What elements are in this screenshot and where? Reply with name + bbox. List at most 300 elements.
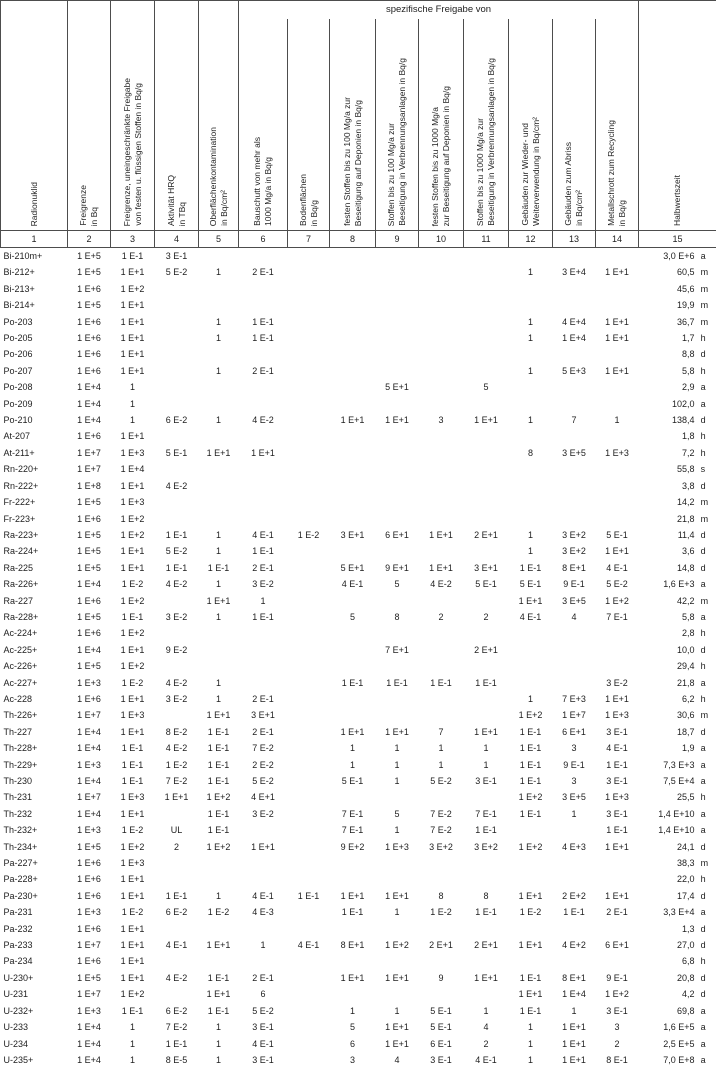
value-cell	[239, 822, 288, 838]
nuclide-row	[1, 757, 716, 773]
value-cell	[155, 396, 199, 412]
value-cell	[596, 248, 639, 265]
value-cell: 1 E+4	[77, 579, 101, 590]
halflife-cell	[639, 576, 716, 592]
halflife-value: 21,8	[677, 677, 695, 688]
halflife-value: 7,5 E+4	[663, 776, 695, 786]
value-cell: 1 E+1	[340, 890, 365, 901]
value-cell: 1 E-2	[207, 907, 230, 918]
value-cell: 1	[215, 890, 221, 901]
value-cell: 1 E+1	[605, 890, 629, 901]
value-cell: 4 E-2	[165, 972, 188, 983]
value-cell	[509, 297, 553, 313]
value-cell: 1	[129, 1054, 135, 1065]
value-cell: 1	[129, 398, 135, 409]
value-cell	[330, 379, 376, 395]
value-cell: 1 E+1	[120, 940, 145, 951]
nuclide-row	[1, 871, 716, 887]
value-cell: 1	[571, 1005, 577, 1016]
value-cell: 1	[215, 1038, 221, 1049]
nuclide-cell: Th-231	[3, 792, 33, 803]
value-cell: 4	[571, 611, 577, 622]
nuclide-cell: Pa-230+	[3, 890, 38, 901]
value-cell	[330, 396, 376, 412]
col-header-13	[553, 19, 596, 231]
value-cell: 7	[438, 726, 444, 737]
value-cell	[464, 346, 509, 362]
value-cell	[553, 379, 596, 395]
value-cell: 1 E+2	[518, 792, 543, 803]
value-cell	[288, 461, 330, 477]
value-cell: 3	[571, 743, 577, 754]
value-cell: 1	[215, 267, 221, 278]
spezifische-freigabe-span: spezifische Freigabe von	[239, 1, 639, 19]
halflife-unit: a	[700, 1005, 706, 1016]
value-cell	[330, 363, 376, 379]
nuclide-row	[1, 346, 716, 362]
value-cell: 1 E+1	[385, 726, 409, 737]
halflife-wrap	[639, 986, 716, 1002]
value-cell: 1 E+1	[120, 956, 145, 967]
value-cell	[330, 789, 376, 805]
nuclide-row	[1, 1036, 716, 1052]
value-cell: 1 E-1	[207, 743, 230, 754]
nuclide-row	[1, 937, 716, 953]
value-cell: 1 E-1	[563, 907, 585, 918]
value-cell: 1 E+1	[206, 710, 231, 721]
value-cell: 1 E+6	[77, 595, 101, 606]
value-cell	[288, 740, 330, 756]
nuclide-cell: Ra-223+	[3, 529, 39, 540]
value-cell: 6	[349, 1038, 355, 1049]
value-cell	[199, 396, 239, 412]
nuclide-row	[1, 1052, 716, 1068]
halflife-cell	[639, 642, 716, 658]
value-cell	[596, 379, 639, 395]
halflife-value: 4,2	[682, 989, 695, 1000]
value-cell	[553, 428, 596, 444]
value-cell	[288, 609, 330, 625]
col-header-line: in Bq/cm²	[218, 190, 229, 226]
value-cell	[553, 921, 596, 937]
value-cell: 1 E+3	[605, 447, 629, 458]
nuclide-cell: At-207	[3, 431, 31, 442]
value-cell: 1 E-1	[341, 907, 364, 918]
value-cell	[330, 543, 376, 559]
halflife-unit: a	[700, 251, 706, 261]
value-cell	[199, 478, 239, 494]
value-cell	[330, 658, 376, 674]
value-cell: 1 E+2	[120, 513, 145, 524]
value-cell	[239, 953, 288, 969]
value-cell: 6 E+1	[385, 529, 409, 540]
value-cell	[419, 871, 464, 887]
nuclide-row	[1, 428, 716, 444]
value-cell: 5	[483, 382, 489, 393]
halflife-wrap	[639, 543, 716, 559]
value-cell: 1 E+1	[605, 841, 629, 852]
halflife-cell	[639, 264, 716, 280]
value-cell	[288, 428, 330, 444]
value-cell: 1 E+1	[562, 1054, 586, 1065]
value-cell	[553, 281, 596, 297]
value-cell: 4 E-1	[165, 940, 188, 951]
nuclide-row	[1, 379, 716, 395]
value-cell: 1 E-1	[207, 726, 230, 737]
value-cell: 1	[215, 1054, 221, 1065]
value-cell: 3 E+5	[562, 595, 586, 606]
value-cell	[376, 707, 419, 723]
value-cell: 1 E+6	[77, 628, 101, 639]
value-cell: 1 E-1	[386, 677, 408, 688]
value-cell	[330, 461, 376, 477]
nuclide-cell: Po-206	[3, 349, 33, 360]
halflife-cell	[639, 1003, 716, 1019]
value-cell: 1 E-2	[121, 579, 144, 590]
value-cell	[155, 593, 199, 609]
value-cell: 1 E+2	[206, 841, 231, 852]
value-cell: 1	[349, 1005, 355, 1016]
value-cell	[596, 625, 639, 641]
value-cell: 5 E-2	[430, 776, 452, 786]
value-cell: 1	[215, 529, 221, 540]
nuclide-cell: Po-209	[3, 398, 33, 409]
value-cell	[419, 346, 464, 362]
value-cell	[596, 346, 639, 362]
col-header-line: Gebäuden zur Wieder- und	[519, 123, 530, 226]
value-cell: 1	[215, 693, 221, 704]
value-cell: 3 E-1	[252, 1054, 274, 1065]
value-cell: 5 E+1	[385, 382, 409, 393]
value-cell	[419, 921, 464, 937]
value-cell: 3 E-2	[165, 611, 188, 622]
value-cell	[596, 297, 639, 313]
halflife-value: 17,4	[677, 890, 695, 901]
value-cell: 4 E-1	[606, 562, 628, 573]
col-header-text	[419, 86, 463, 230]
nuclide-cell: Pa-232	[3, 923, 33, 934]
value-cell: 1 E+1	[120, 923, 145, 934]
nuclide-row	[1, 970, 716, 986]
value-cell	[199, 642, 239, 658]
value-cell: 1 E+1	[474, 972, 498, 983]
value-cell: 3 E-1	[430, 1054, 452, 1065]
value-cell: 3 E-1	[252, 1022, 274, 1033]
value-cell	[376, 248, 419, 265]
halflife-value: 2,8	[682, 628, 695, 639]
value-cell: 1 E+4	[77, 776, 101, 786]
value-cell	[376, 330, 419, 346]
value-cell	[464, 707, 509, 723]
nuclide-row	[1, 494, 716, 510]
value-cell	[376, 921, 419, 937]
value-cell	[155, 428, 199, 444]
value-cell	[239, 855, 288, 871]
value-cell	[464, 264, 509, 280]
value-cell: 1 E+1	[120, 349, 145, 360]
value-cell: 2	[173, 841, 179, 852]
value-cell	[596, 494, 639, 510]
halflife-wrap	[639, 560, 716, 576]
value-cell: 1	[527, 1038, 533, 1049]
halflife-cell	[639, 921, 716, 937]
col-header-line: Metallschrott zum Recycling	[606, 120, 617, 226]
value-cell: 5	[394, 579, 400, 590]
value-cell: 1	[215, 316, 221, 327]
nuclide-cell: Pa-234	[3, 956, 33, 967]
col-number-12: 12	[509, 231, 553, 248]
halflife-value: 1,4 E+10	[658, 825, 695, 836]
halflife-cell	[639, 757, 716, 773]
halflife-cell	[639, 773, 716, 789]
nuclide-row	[1, 707, 716, 723]
value-cell: 1 E+3	[77, 825, 101, 836]
value-cell: 1 E-2	[519, 907, 542, 918]
value-cell	[464, 789, 509, 805]
col-header-line: Weiterverwendung in Bq/cm²	[530, 117, 541, 226]
value-cell	[239, 396, 288, 412]
value-cell	[199, 855, 239, 871]
value-cell	[239, 281, 288, 297]
value-cell	[288, 904, 330, 920]
halflife-wrap	[639, 379, 716, 395]
value-cell: 1	[394, 743, 400, 754]
value-cell: 4	[483, 1022, 489, 1033]
halflife-value: 38,3	[677, 858, 695, 869]
halflife-value: 1,8	[682, 431, 695, 442]
value-cell: 4 E-2	[165, 579, 188, 590]
value-cell: 1 E+1	[518, 890, 543, 901]
value-cell	[330, 478, 376, 494]
value-cell: 1 E+6	[77, 283, 101, 294]
col-number-3: 3	[111, 231, 155, 248]
value-cell	[288, 855, 330, 871]
value-cell	[288, 625, 330, 641]
value-cell: 1 E-1	[430, 677, 452, 688]
value-cell: 3 E-1	[606, 1005, 628, 1016]
value-cell: 1	[349, 743, 355, 754]
col-header-line: Freigrenze, uneingeschränkte Freigabe	[121, 77, 132, 226]
value-cell	[553, 297, 596, 313]
nuclide-row	[1, 511, 716, 527]
value-cell: 5	[394, 808, 400, 819]
halflife-cell	[639, 839, 716, 855]
col-header-1	[1, 1, 68, 231]
value-cell: 1	[483, 743, 489, 754]
col-number-6: 6	[239, 231, 288, 248]
value-cell	[330, 445, 376, 461]
value-cell	[376, 543, 419, 559]
value-cell: 7 E-1	[606, 611, 628, 622]
value-cell: 1 E-1	[165, 890, 188, 901]
value-cell: 1 E+1	[385, 1038, 409, 1049]
value-cell	[288, 789, 330, 805]
halflife-wrap	[639, 593, 716, 609]
halflife-cell	[639, 428, 716, 444]
col-header-line: in Bq/g	[617, 199, 628, 226]
value-cell: 2 E-2	[252, 759, 274, 770]
value-cell: 1 E+1	[474, 415, 498, 426]
col-header-line: in Bq/cm²	[574, 190, 584, 226]
value-cell	[288, 806, 330, 822]
value-cell: 5 E-1	[430, 1005, 452, 1016]
col-header-line: Stoffen bis zu 1000 Mg/a zur	[475, 117, 485, 226]
halflife-wrap	[639, 478, 716, 494]
nuclide-row	[1, 822, 716, 838]
value-cell: 1 E+3	[385, 841, 409, 852]
halflife-value: 20,8	[677, 972, 695, 983]
value-cell	[288, 478, 330, 494]
col-header-14	[596, 19, 639, 231]
value-cell: 1 E+1	[120, 480, 145, 491]
value-cell	[419, 478, 464, 494]
value-cell: 1 E+1	[120, 316, 145, 327]
col-header-line: von festen u. flüssigen Stoffen in Bq/g	[132, 83, 143, 226]
nuclide-row	[1, 986, 716, 1002]
nuclide-cell: Th-226+	[3, 710, 38, 721]
value-cell: 6 E-2	[165, 1005, 188, 1016]
value-cell	[288, 543, 330, 559]
col-number-10: 10	[419, 231, 464, 248]
value-cell	[376, 428, 419, 444]
value-cell: 2 E+1	[474, 529, 498, 540]
value-cell: 7 E+3	[562, 693, 586, 704]
value-cell	[464, 314, 509, 330]
value-cell: 4 E-2	[165, 677, 188, 688]
halflife-cell	[639, 543, 716, 559]
value-cell	[155, 986, 199, 1002]
value-cell: 8 E-1	[606, 1054, 628, 1065]
value-cell: 1 E+6	[77, 365, 101, 376]
value-cell: 1 E+1	[385, 1022, 409, 1033]
col-number-8: 8	[330, 231, 376, 248]
value-cell	[509, 428, 553, 444]
value-cell: 1 E+6	[77, 333, 101, 344]
col-header-line: in Bq/g	[308, 199, 319, 226]
halflife-wrap	[639, 330, 716, 346]
value-cell: 1	[527, 1022, 533, 1033]
halflife-wrap	[639, 396, 716, 412]
value-cell: 3 E-1	[606, 726, 628, 737]
value-cell	[288, 346, 330, 362]
value-cell	[155, 494, 199, 510]
value-cell: 7 E-2	[430, 808, 452, 819]
value-cell: 1 E-1	[252, 546, 274, 557]
value-cell: 1 E-1	[252, 333, 274, 344]
value-cell	[419, 707, 464, 723]
value-cell	[509, 461, 553, 477]
value-cell: 2	[483, 1038, 489, 1049]
halflife-wrap	[639, 314, 716, 330]
halflife-wrap	[639, 822, 716, 838]
value-cell	[155, 461, 199, 477]
value-cell: 8 E+1	[562, 562, 586, 573]
value-cell	[330, 330, 376, 346]
value-cell: 1 E-1	[519, 759, 542, 770]
value-cell: 1 E+5	[77, 562, 101, 573]
value-cell	[199, 428, 239, 444]
value-cell: 1 E+1	[120, 808, 145, 819]
value-cell	[155, 806, 199, 822]
value-cell	[553, 396, 596, 412]
value-cell: 1 E-1	[121, 611, 144, 622]
halflife-cell	[639, 478, 716, 494]
col-header-text	[239, 137, 287, 230]
value-cell	[553, 248, 596, 265]
value-cell: 3 E+1	[474, 562, 498, 573]
nuclide-cell: Bi-212+	[3, 267, 35, 278]
nuclide-row	[1, 625, 716, 641]
value-cell	[330, 297, 376, 313]
value-cell: 1 E+6	[77, 874, 101, 885]
value-cell	[155, 346, 199, 362]
halflife-cell	[639, 314, 716, 330]
value-cell	[553, 346, 596, 362]
value-cell	[509, 478, 553, 494]
value-cell	[330, 625, 376, 641]
value-cell	[288, 576, 330, 592]
value-cell	[419, 297, 464, 313]
halflife-cell	[639, 363, 716, 379]
value-cell: 1 E+6	[77, 858, 101, 869]
nuclide-cell: Ra-224+	[3, 546, 39, 557]
nuclide-row	[1, 396, 716, 412]
value-cell: 1 E+1	[385, 972, 409, 983]
halflife-cell	[639, 691, 716, 707]
value-cell: 1 E+1	[120, 267, 145, 278]
value-cell: 9 E+1	[385, 562, 409, 573]
halflife-wrap	[639, 855, 716, 871]
value-cell: 3 E-2	[606, 677, 628, 688]
nuclide-row	[1, 855, 716, 871]
col-number-2: 2	[68, 231, 111, 248]
halflife-cell	[639, 855, 716, 871]
value-cell: 1	[394, 759, 400, 770]
value-cell: 1 E+2	[120, 283, 145, 294]
halflife-wrap	[639, 724, 716, 740]
halflife-unit: h	[700, 365, 706, 376]
value-cell: 1 E+4	[562, 989, 586, 1000]
halflife-value: 18,7	[677, 726, 695, 737]
halflife-cell	[639, 396, 716, 412]
value-cell	[288, 511, 330, 527]
nuclide-cell: Ra-225	[3, 562, 34, 573]
value-cell: 3 E+1	[340, 529, 365, 540]
value-cell	[288, 822, 330, 838]
value-cell	[596, 461, 639, 477]
value-cell: 1 E-1	[121, 1005, 144, 1016]
value-cell: 1 E+1	[474, 726, 498, 737]
col-header-line: Beseitigung auf Deponien in Bq/g	[352, 99, 363, 226]
halflife-unit: m	[700, 300, 709, 311]
value-cell: 1 E+1	[518, 595, 543, 606]
halflife-unit: h	[700, 693, 706, 704]
value-cell: 1 E+6	[77, 513, 101, 524]
value-cell	[553, 461, 596, 477]
halflife-cell	[639, 871, 716, 887]
halflife-wrap	[639, 921, 716, 937]
value-cell: 2 E-1	[252, 726, 274, 737]
value-cell: 4 E-3	[252, 907, 274, 918]
halflife-unit: d	[700, 546, 706, 557]
value-cell	[464, 855, 509, 871]
halflife-unit: h	[700, 661, 706, 672]
halflife-value: 19,9	[677, 300, 695, 311]
value-cell: 8 E+1	[340, 940, 365, 951]
halflife-unit: a	[700, 1054, 706, 1065]
value-cell	[155, 871, 199, 887]
halflife-value: 1,4 E+10	[658, 808, 695, 819]
